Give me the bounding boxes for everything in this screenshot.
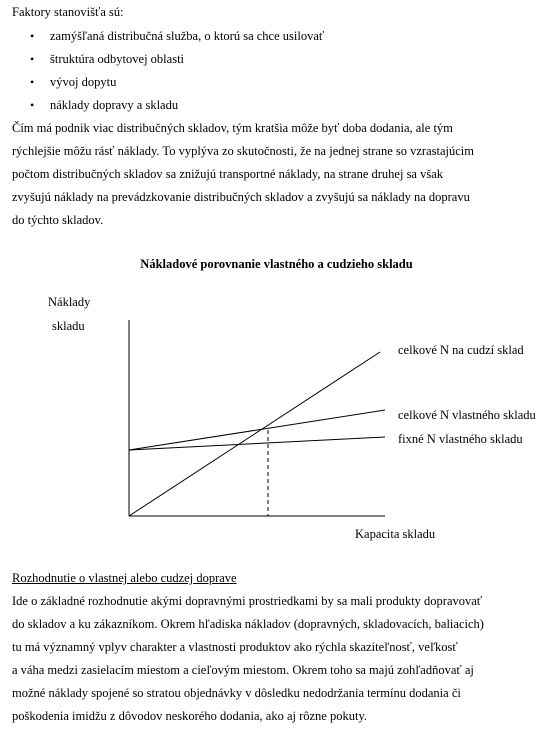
intro-heading: Faktory stanovišťa sú:: [12, 5, 124, 19]
paragraph-line: do skladov a ku zákazníkom. Okrem hľadiska nákladov (dopravných, skladovacích, baliacich): [12, 617, 484, 631]
series-label-own-fixed: fixné N vlastného skladu: [398, 432, 523, 446]
y-axis-label-line1: Náklady: [48, 295, 91, 309]
paragraph-line: počtom distribučných skladov sa znižujú transportné náklady, na strane druhej sa však: [12, 167, 444, 181]
paragraph-line: rýchlejšie môžu rásť náklady. To vyplýva zo skutočnosti, že na jednej strane so vzrastajúcim: [12, 144, 474, 158]
bullet-dot: •: [30, 52, 35, 66]
series-label-foreign-total: celkové N na cudzí sklad: [398, 343, 524, 357]
bullet-dot: •: [30, 98, 35, 112]
series-foreign-total: [129, 352, 380, 516]
y-axis-label-line2: skladu: [52, 319, 85, 333]
bullet-item: vývoj dopytu: [50, 75, 117, 89]
paragraph-line: možné náklady spojené so stratou objednávky v dôsledku nedodržania termínu dodania či: [12, 686, 461, 700]
paragraph-line: tu má významný vplyv charakter a vlastnosti produktov ako rýchla skaziteľnosť, veľkosť: [12, 640, 458, 654]
x-axis-label: Kapacita skladu: [355, 527, 436, 541]
paragraph-line: zvyšujú náklady na prevádzkovanie distribučných skladov a zvyšujú sa náklady na dopravu: [12, 190, 470, 204]
chart-title: Nákladové porovnanie vlastného a cudzieho skladu: [140, 257, 413, 271]
paragraph-line: Ide o základné rozhodnutie akými dopravnými prostriedkami by sa mali produkty dopravovať: [12, 594, 483, 608]
bullet-dot: •: [30, 75, 35, 89]
paragraph-line: do týchto skladov.: [12, 213, 104, 227]
paragraph-line: a váha medzi zasielacím miestom a cieľovým miestom. Okrem toho sa majú zohľadňovať aj: [12, 663, 474, 677]
series-label-own-total: celkové N vlastného skladu: [398, 408, 536, 422]
bullet-item: štruktúra odbytovej oblasti: [50, 52, 185, 66]
paragraph-line: poškodenia imidžu z dôvodov neskorého dodania, ako aj rôzne pokuty.: [12, 709, 368, 723]
bullet-item: náklady dopravy a skladu: [50, 98, 179, 112]
bullet-dot: •: [30, 29, 35, 43]
bullet-item: zamýšľaná distribučná služba, o ktorú sa chce usilovať: [50, 29, 325, 43]
section-heading: Rozhodnutie o vlastnej alebo cudzej doprave: [12, 571, 237, 585]
paragraph-line: Čím má podnik viac distribučných skladov, tým kratšia môže byť doba dodania, ale tým: [12, 121, 453, 135]
